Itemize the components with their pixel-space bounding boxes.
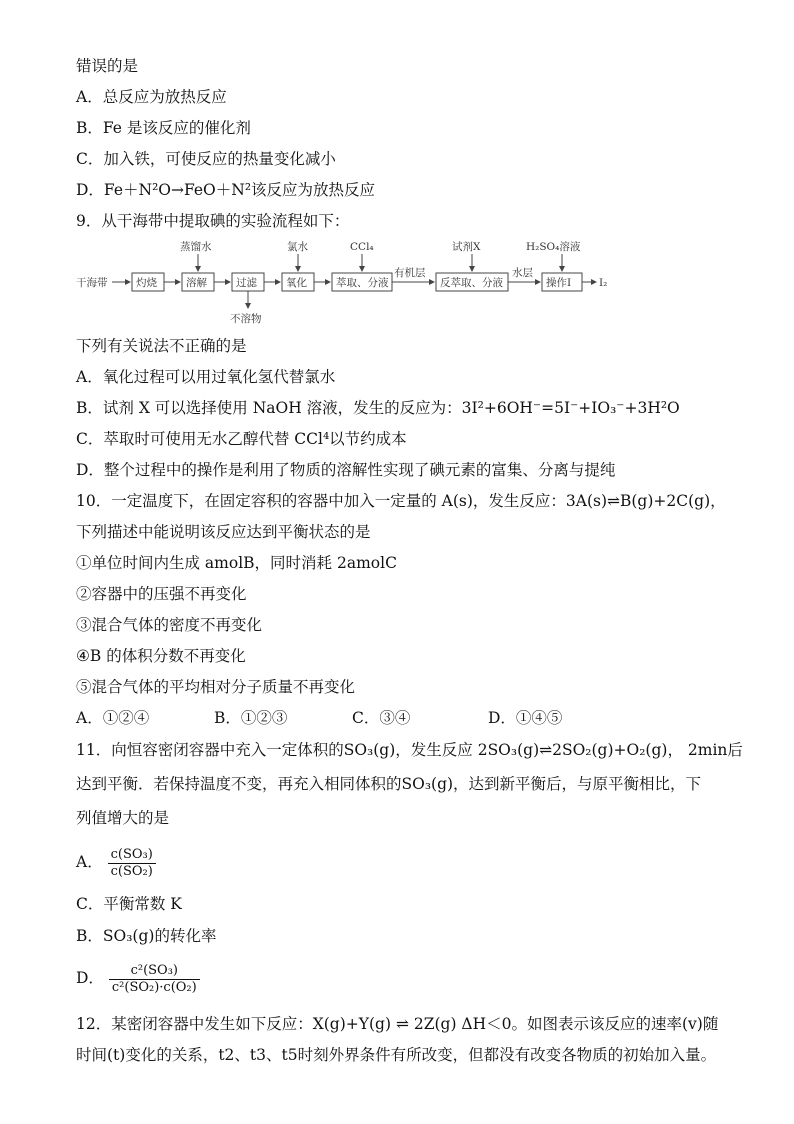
q9-option-a: A．氧化过程可以用过氧化氢代替氯水 [76,368,336,386]
q11-stem-line3: 列值增大的是 [76,809,170,827]
flow-product: I₂ [599,277,608,289]
q9-flow-diagram [76,236,636,328]
q11-option-d-label: D． [76,969,104,987]
q11-option-c: C．平衡常数 K [76,895,182,913]
q9-option-b: B．试剂 X 可以选择使用 NaOH 溶液，发生的反应为：3I²+6OH⁻=5I⁻+IO₃⁻+3H²O [76,399,680,417]
q11-stem-line2: 达到平衡．若保持温度不变，再充入相同体积的SO₃(g)，达到新平衡后，与原平衡相比，下 [76,775,702,793]
flow-step-filter-label: 过滤 [236,277,257,289]
q9-option-d: D．整个过程中的操作是利用了物质的溶解性实现了碘元素的富集、分离与提纯 [76,461,616,479]
q10-statement-3: ③混合气体的密度不再变化 [76,616,263,634]
flow-byproduct: 不溶物 [230,313,262,325]
flow-reagent-acid: H₂SO₄溶液 [526,241,581,253]
flow-start: 干海带 [76,277,108,289]
q10-option-b: B．①②③ [214,709,288,727]
flow-step-oxidize-label: 氧化 [286,277,307,289]
flow-reagent-x: 试剂X [452,241,481,253]
q10-statement-1: ①单位时间内生成 amolB，同时消耗 2amolC [76,554,397,572]
q11-option-a-label: A． [76,853,103,871]
q11-option-a-denominator: c(SO₂) [110,863,153,879]
q9-stem: 9．从干海带中提取碘的实验流程如下： [76,212,350,230]
flow-water-layer: 水层 [512,267,533,279]
q10-stem-line1: 10．一定温度下，在固定容积的容器中加入一定量的 A(s)，发生反应：3A(s)⇌B(g)+2C(g)， [76,492,726,510]
flow-organic-layer: 有机层 [394,267,426,279]
flow-step-operation-label: 操作I [546,277,572,289]
q11-option-a-numerator: c(SO₃) [108,847,156,864]
q9-question: 下列有关说法不正确的是 [76,337,247,355]
q11-option-d [76,958,200,998]
q10-stem-line2: 下列描述中能说明该反应达到平衡状态的是 [76,523,371,541]
q11-stem-line1: 11．向恒容密闭容器中充入一定体积的SO₃(g)，发生反应 2SO₃(g)⇌2SO₂(g)+O₂(g)， 2min后 [76,741,743,759]
q10-statement-4: ④B 的体积分数不再变化 [76,647,246,665]
q11-option-d-numerator: c²(SO₃) [109,963,200,980]
q10-option-a: A．①②④ [76,709,150,727]
q10-statement-5: ⑤混合气体的平均相对分子质量不再变化 [76,678,356,696]
q9-option-c: C．萃取时可使用无水乙醇代替 CCl⁴以节约成本 [76,430,407,448]
flow-reagent-ccl4: CCl₄ [350,241,374,253]
q8-stem-end: 错误的是 [76,57,139,75]
q10-statement-2: ②容器中的压强不再变化 [76,585,247,603]
flow-step-dissolve-label: 溶解 [186,277,207,289]
q8-option-c: C．加入铁，可使反应的热量变化减小 [76,150,336,168]
q12-stem-line1: 12．某密闭容器中发生如下反应：X(g)+Y(g) ⇌ 2Z(g) ΔH＜0。如图表示该反应的速率(v)随 [76,1015,719,1033]
q10-option-c: C．③④ [352,709,411,727]
flow-reagent-water: 蒸馏水 [180,241,212,253]
q8-option-b: B．Fe 是该反应的催化剂 [76,119,251,137]
q8-option-a: A．总反应为放热反应 [76,88,227,106]
q11-option-d-fraction [109,963,200,996]
flow-step-burn-label: 灼烧 [136,277,157,289]
flow-step-back-extract-label: 反萃取、分液 [440,277,503,289]
q12-stem-line2: 时间(t)变化的关系，t2、t3、t5时刻外界条件有所改变，但都没有改变各物质的初始加入量。 [76,1046,717,1064]
q11-option-d-denominator: c²(SO₂)·c(O₂) [111,979,197,995]
q8-option-d: D．Fe＋N²O→FeO＋N²该反应为放热反应 [76,181,376,199]
q11-option-a-fraction [108,847,156,880]
flow-step-extract-label: 萃取、分液 [336,277,389,289]
q11-option-b: B．SO₃(g)的转化率 [76,927,217,945]
flow-reagent-chlorine: 氯水 [287,241,308,253]
q10-option-d: D．①④⑤ [488,709,563,727]
q11-option-a [76,842,156,882]
